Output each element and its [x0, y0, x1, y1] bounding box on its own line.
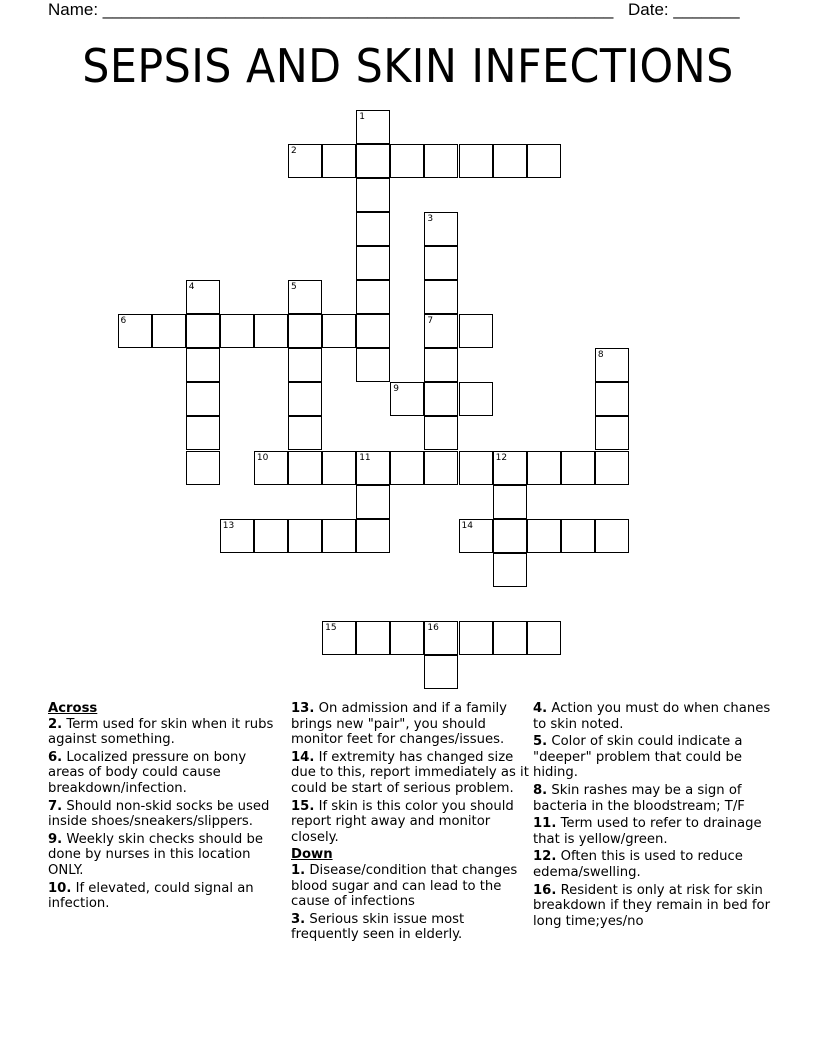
grid-cell[interactable] [220, 519, 254, 553]
across-heading: Across [48, 701, 98, 716]
clues-column-3 [533, 701, 771, 931]
name-label: Name: [48, 0, 103, 19]
clue-number-10: 10 [256, 452, 269, 463]
grid-cell[interactable] [288, 416, 322, 450]
grid-cell[interactable] [322, 451, 356, 485]
clue-number-16: 16 [427, 623, 439, 633]
clue-number-13: 13 [222, 520, 235, 531]
clue-number-15: 15 [325, 623, 337, 633]
clue-across-10: 10. If elevated, could signal an infection. [48, 880, 254, 912]
clue-number-1: 1 [359, 111, 365, 122]
page-title: SEPSIS AND SKIN INFECTIONS [82, 39, 734, 93]
grid-cell[interactable] [152, 314, 186, 348]
grid-cell[interactable] [254, 519, 288, 553]
grid-cell[interactable] [527, 519, 561, 553]
clue-across-6: 6. Localized pressure on bony areas of body could cause breakdown/infection. [48, 749, 247, 796]
grid-cell[interactable] [186, 416, 220, 450]
grid-cell[interactable] [322, 519, 356, 553]
grid-cell[interactable] [459, 621, 493, 655]
clue-number-14: 14 [461, 520, 473, 531]
grid-cell[interactable] [356, 519, 390, 553]
grid-cell[interactable] [424, 382, 458, 416]
grid-cell[interactable] [493, 485, 527, 519]
clue-down-16: 16. Resident is only at risk for skin breakdown if they remain in bed for long time;yes/no [533, 882, 771, 929]
grid-cell[interactable] [322, 144, 356, 178]
grid-cell[interactable] [459, 314, 493, 348]
grid-cell[interactable] [561, 451, 595, 485]
grid-cell[interactable] [186, 280, 220, 314]
grid-cell[interactable] [356, 212, 390, 246]
grid-cell[interactable] [390, 451, 424, 485]
grid-cell[interactable] [356, 110, 390, 144]
grid-cell[interactable] [288, 451, 322, 485]
grid-cell[interactable] [459, 144, 493, 178]
clue-across-15: 15. If skin is this color you should report right away and monitor closely. [291, 798, 514, 845]
grid-cell[interactable] [288, 348, 322, 382]
clue-number-3: 3 [427, 213, 434, 224]
grid-cell[interactable] [424, 280, 458, 314]
clue-number-4: 4 [188, 282, 195, 292]
grid-cell[interactable] [186, 382, 220, 416]
clue-number-7: 7 [427, 316, 434, 327]
grid-cell[interactable] [595, 416, 629, 450]
grid-cell[interactable] [390, 621, 424, 655]
grid-cell[interactable] [595, 348, 629, 382]
grid-cell[interactable] [356, 178, 390, 212]
clue-number-11: 11 [359, 452, 371, 463]
grid-cell[interactable] [186, 451, 220, 485]
grid-cell[interactable] [390, 382, 424, 416]
grid-cell[interactable] [254, 451, 288, 485]
clue-down-5: 5. Color of skin could indicate a "deeper" problem that could be hiding. [533, 734, 743, 781]
clue-down-4: 4. Action you must do when chanes to skin noted. [533, 701, 771, 732]
clue-across-9: 9. Weekly skin checks should be done by nurses in this location ONLY. [48, 831, 263, 878]
date-label: Date: [628, 0, 674, 19]
clue-number-6: 6 [120, 316, 127, 327]
clue-down-11: 11. Term used to refer to drainage that is yellow/green. [533, 816, 762, 847]
clue-down-1: 1. Disease/condition that changes blood sugar and can lead to the cause of infections [291, 862, 518, 910]
grid-cell[interactable] [424, 246, 458, 280]
down-heading: Down [291, 847, 333, 863]
clue-number-5: 5 [291, 282, 297, 292]
clue-across-13: 13. On admission and if a family brings new "pair", you should monitor feet for changes/issues. [291, 701, 507, 748]
grid-cell[interactable] [288, 382, 322, 416]
grid-cell[interactable] [118, 314, 152, 348]
grid-cell[interactable] [356, 314, 390, 348]
clue-down-3: 3. Serious skin issue most frequently seen in elderly. [291, 911, 465, 943]
grid-cell[interactable] [424, 621, 458, 655]
grid-cell[interactable] [493, 553, 527, 587]
grid-cell[interactable] [322, 621, 356, 655]
grid-cell[interactable] [186, 314, 220, 348]
clue-across-7: 7. Should non-skid socks be used inside shoes/sneakers/slippers. [48, 798, 270, 830]
grid-cell[interactable] [424, 314, 458, 348]
clue-number-8: 8 [597, 350, 604, 361]
date-blank-line: _______ [673, 0, 740, 19]
clues-column-2 [291, 701, 529, 945]
grid-cell[interactable] [390, 144, 424, 178]
grid-cell[interactable] [288, 519, 322, 553]
grid-cell[interactable] [424, 451, 458, 485]
clues-column-1 [48, 701, 286, 914]
grid-cell[interactable] [220, 314, 254, 348]
grid-cell[interactable] [527, 621, 561, 655]
clue-number-2: 2 [291, 145, 297, 156]
grid-cell[interactable] [288, 314, 322, 348]
grid-cell[interactable] [356, 348, 390, 382]
grid-cell[interactable] [493, 519, 527, 553]
grid-cell[interactable] [288, 280, 322, 314]
clue-across-14: 14. If extremity has changed size due to this, report immediately as it could be start of serious problem. [291, 749, 529, 796]
grid-cell[interactable] [424, 212, 458, 246]
clue-down-12: 12. Often this is used to reduce edema/swelling. [533, 849, 743, 880]
clue-number-12: 12 [495, 452, 508, 463]
grid-cell[interactable] [493, 621, 527, 655]
grid-cell[interactable] [459, 519, 493, 553]
grid-cell[interactable] [356, 451, 390, 485]
grid-cell[interactable] [288, 144, 322, 178]
clue-across-2: 2. Term used for skin when it rubs against something. [48, 716, 274, 748]
grid-cell[interactable] [595, 519, 629, 553]
grid-cell[interactable] [356, 144, 390, 178]
grid-cell[interactable] [561, 519, 595, 553]
grid-cell[interactable] [459, 451, 493, 485]
grid-cell[interactable] [424, 144, 458, 178]
name-blank-line: ______________________________________________________ [102, 0, 614, 19]
clue-number-9: 9 [393, 384, 400, 395]
grid-cell[interactable] [459, 382, 493, 416]
grid-cell[interactable] [424, 348, 458, 382]
clue-down-8: 8. Skin rashes may be a sign of bacteria in the bloodstream; T/F [533, 782, 745, 814]
grid-cell[interactable] [424, 416, 458, 450]
grid-cell[interactable] [595, 451, 629, 485]
grid-cell[interactable] [356, 280, 390, 314]
grid-cell[interactable] [493, 451, 527, 485]
grid-cell[interactable] [254, 314, 288, 348]
grid-cell[interactable] [527, 144, 561, 178]
grid-cell[interactable] [356, 485, 390, 519]
grid-cell[interactable] [493, 144, 527, 178]
grid-cell[interactable] [186, 348, 220, 382]
grid-cell[interactable] [424, 655, 458, 689]
grid-cell[interactable] [527, 451, 561, 485]
grid-cell[interactable] [356, 621, 390, 655]
grid-cell[interactable] [322, 314, 356, 348]
grid-cell[interactable] [356, 246, 390, 280]
grid-cell[interactable] [595, 382, 629, 416]
